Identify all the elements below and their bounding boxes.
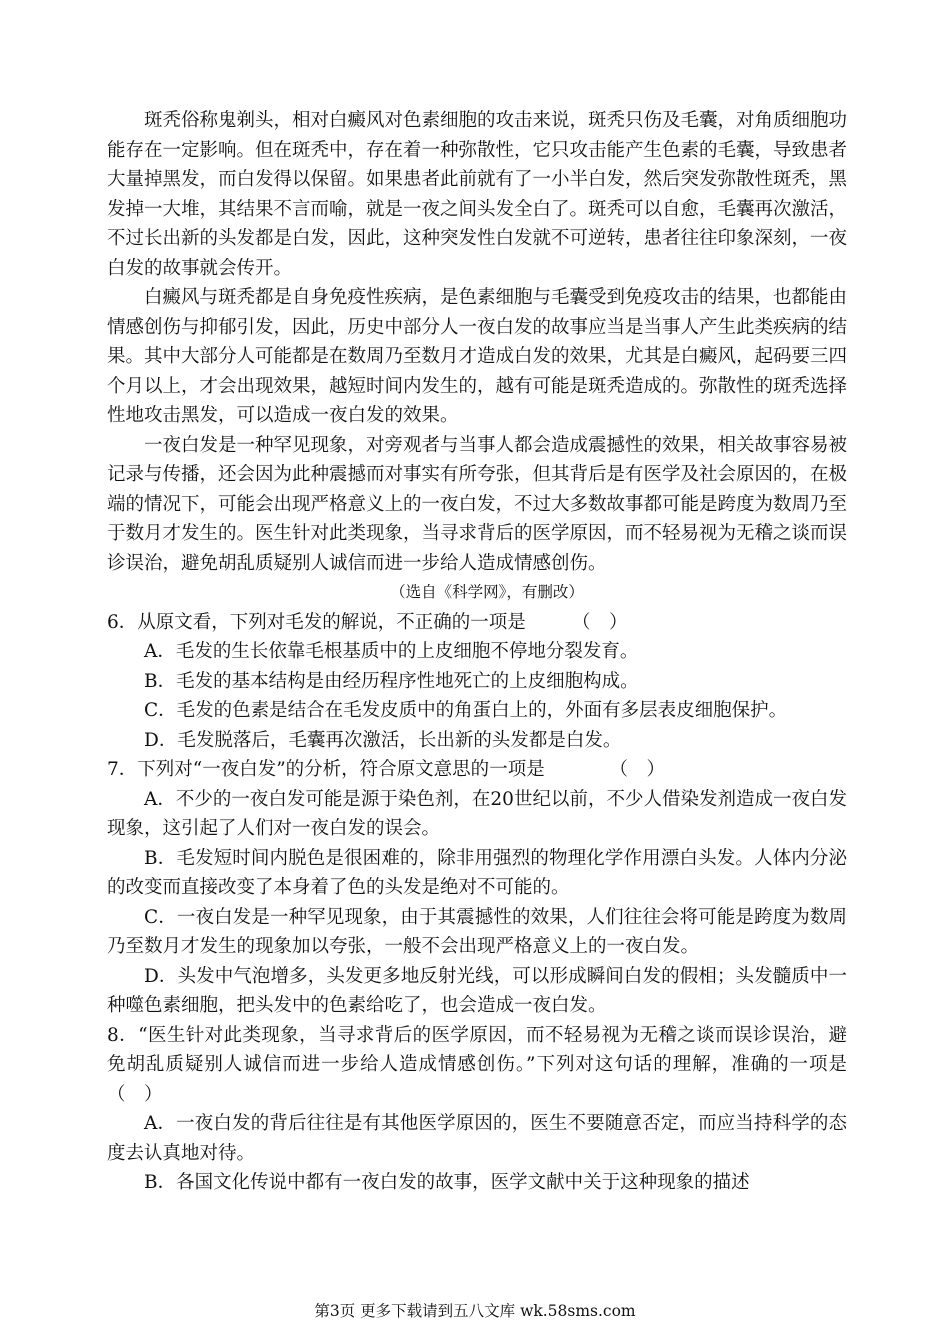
passage-paragraph: 斑秃俗称鬼剃头，相对白癜风对色素细胞的攻击来说，斑秃只伤及毛囊，对角质细胞功能存在一定影响。但在斑秃中，存在着一种弥散性，它只攻击能产生色素的毛囊，导致患者大量掉黑发，而白发得以保留。如果患者此前就有了一小半白发，然后突发弥散性斑秃，黑发掉一大堆，其结果不言而喻，就是一夜之间头发全白了。斑秃可以自愈，毛囊再次激活，不过长出新的头发都是白发，因此，这种突发性白发就不可逆转，患者往往印象深刻，一夜白发的故事就会传开。 xyxy=(107,110,848,279)
option-a: A．不少的一夜白发可能是源于染色剂，在20世纪以前，不少人借染发剂造成一夜白发现象，这引起了人们对一夜白发的误会。 xyxy=(107,788,847,839)
page-content xyxy=(107,106,847,1198)
question-stem: 8．“医生针对此类现象，当寻求背后的医学原因，而不轻易视为无稽之谈而误诊误治，避免胡乱质疑别人诚信而进一步给人造成情感创伤。”下列对这句话的理解，准确的一项是（ ） xyxy=(107,1024,847,1105)
option-b: B．各国文化传说中都有一夜白发的故事，医学文献中关于这种现象的描述 xyxy=(144,1172,750,1193)
question-stem: 7．下列对“一夜白发”的分析，符合原文意思的一项是 （ ） xyxy=(107,759,665,780)
passage-paragraph: 一夜白发是一种罕见现象，对旁观者与当事人都会造成震撼性的效果，相关故事容易被记录与传播，还会因为此种震撼而对事实有所夸张，但其背后是有医学及社会原因的，在极端的情况下，可能会出现严格意义上的一夜白发，不过大多数故事都可能是跨度为数周乃至于数月才发生的。医生针对此类现象，当寻求背后的医学原因，而不轻易视为无稽之谈而误诊误治，避免胡乱质疑别人诚信而进一步给人造成情感创伤。 xyxy=(107,434,848,574)
question-stem: 6．从原文看，下列对毛发的解说，不正确的一项是 （ ） xyxy=(107,611,628,633)
option-d: D．头发中气泡增多，头发更多地反射光线，可以形成瞬间白发的假相；头发髓质中一种噬色素细胞，把头发中的色素给吃了，也会造成一夜白发。 xyxy=(107,965,847,1016)
source-note: （选自《科学网》，有删改） xyxy=(390,583,584,601)
option-c: C．一夜白发是一种罕见现象，由于其震撼性的效果，人们往往会将可能是跨度为数周乃至数月才发生的现象加以夸张，一般不会出现严格意义上的一夜白发。 xyxy=(107,906,847,957)
option-a: A．一夜白发的背后往往是有其他医学原因的，医生不要随意否定，而应当持科学的态度去认真地对待。 xyxy=(107,1113,847,1164)
option-b: B．毛发短时间内脱色是很困难的，除非用强烈的物理化学作用漂白头发。人体内分泌的改变而直接改变了本身着了色的头发是绝对不可能的。 xyxy=(107,847,847,898)
passage-paragraph: 白癜风与斑秃都是自身免疫性疾病，是色素细胞与毛囊受到免疫攻击的结果，也都能由情感创伤与抑郁引发，因此，历史中部分人一夜白发的故事应当是当事人产生此类疾病的结果。其中大部分人可能都是在数周乃至数月才造成白发的效果，尤其是白癜风，起码要三四个月以上，才会出现效果，越短时间内发生的，越有可能是斑秃造成的。弥散性的斑秃选择性地攻击黑发，可以造成一夜白发的效果。 xyxy=(107,287,848,426)
option-a: A．毛发的生长依靠毛根基质中的上皮细胞不停地分裂发育。 xyxy=(144,641,639,662)
option-c: C．毛发的色素是结合在毛发皮质中的角蛋白上的，外面有多层表皮细胞保护。 xyxy=(144,700,788,721)
option-b: B．毛发的基本结构是由经历程序性地死亡的上皮细胞构成。 xyxy=(144,670,639,692)
page-footer: 第3页 更多下载请到五八文库 wk.58sms.com xyxy=(314,1302,636,1320)
option-d: D．毛发脱落后，毛囊再次激活，长出新的头发都是白发。 xyxy=(144,729,622,751)
